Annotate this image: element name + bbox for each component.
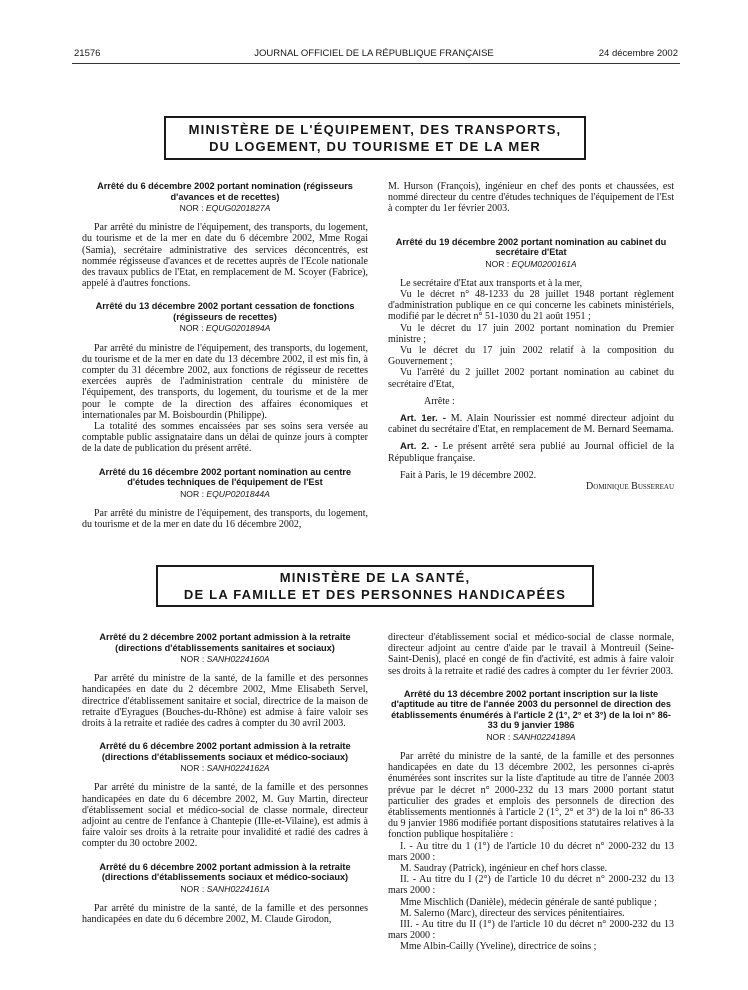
visa: Vu le décret n° 48-1233 du 28 juillet 1948 portant règlement d'administration publique en ce qui concerne les cabinets ministériels, modifié par le décret n° 51-1030 du 21 août 1951 ; (388, 289, 674, 323)
list-heading: II. - Au titre du I (2°) de l'article 10 du décret n° 2000-232 du 13 mars 2000 : (388, 874, 674, 897)
ministry-line-1: MINISTÈRE DE LA SANTÉ, (279, 570, 471, 585)
arrete-text-continued: directeur d'établissement social et médico-social de classe normale, directeur adjoint au centre d'aide par le travail à Montreuil (Seine-Saint-Denis), placé en congé de fin d'activité, est admis à faire valoir ses droits à la retraite et radié des cadres à compter du 1er février 2003. (388, 632, 674, 677)
section2-right-column (388, 632, 674, 953)
nor-reference: NOR : SANH0224160A (180, 654, 270, 664)
arrete-text-continued: M. Hurson (François), ingénieur en chef des ponts et chaussées, est nommé directeur du centre d'études techniques de l'équipement de l'Est à compter du 1er février 2003. (388, 181, 674, 215)
ministry-line-1: MINISTÈRE DE L'ÉQUIPEMENT, DES TRANSPORTS, (188, 122, 562, 137)
done-at: Fait à Paris, le 19 décembre 2002. (400, 469, 537, 481)
arrete-title: Arrêté du 19 décembre 2002 portant nomination au cabinet du secrétaire d'Etat (395, 236, 667, 258)
section1-right-column (388, 181, 674, 492)
nor-reference: NOR : EQUP0201844A (180, 488, 270, 499)
arrete-title: Arrêté du 13 décembre 2002 portant inscription sur la liste d'aptitude au titre de l'année 2003 du personnel de direction des établissements énumérés à l'article 2 (1°, 2° et 3°) de la loi n° 86-33 du 9 janvier 1986 (390, 688, 672, 731)
nor-reference: NOR : SANH0224161A (180, 883, 270, 894)
arrete-text: La totalité des sommes encaissées par ses soins sera versée au comptable public assignataire dans un délai de quinze jours à compter de la date de publication du présent arrêté. (82, 421, 368, 455)
nor-reference: NOR : EQUG0201827A (179, 203, 271, 213)
page-number: 21576 (74, 48, 101, 59)
article-1: Art. 1er. - M. Alain Nourissier est nommé directeur adjoint du cabinet du secrétaire d'Etat, en remplacement de M. Bernard Seemama. (388, 413, 674, 436)
arrete-intro: Le secrétaire d'Etat aux transports et à la mer, (400, 277, 583, 289)
arrete-title: Arrêté du 6 décembre 2002 portant admission à la retraite (directions d'établissements sociaux et médico-sociaux) (99, 861, 351, 883)
nor-reference: NOR : EQUG0201894A (179, 323, 271, 334)
arrete-title: Arrêté du 6 décembre 2002 portant nomination (régisseurs d'avances et de recettes) (97, 181, 353, 202)
article-2: Art. 2. - Le présent arrêté sera publié au Journal officiel de la République française. (388, 441, 675, 464)
list-heading: III. - Au titre du II (1°) de l'article 10 du décret n° 2000-232 du 13 mars 2000 : (388, 919, 674, 942)
nor-reference: NOR : SANH0224162A (180, 763, 270, 774)
arrete-text: Par arrêté du ministre de la santé, de la famille et des personnes handicapées en date du 2 décembre 2002, Mme Elisabeth Servel, directrice d'établissement sanitaire et social, directrice de la maison de retraite d'Eyragues (Bouches-du-Rhône) est admise à faire valoir ses droits à la retraite et radiée des cadres à compter du 30 avril 2003. (82, 673, 368, 730)
arrete-keyword: Arrête : (424, 395, 455, 407)
list-heading: I. - Au titre du 1 (1°) de l'article 10 du décret n° 2000-232 du 13 mars 2000 : (388, 840, 674, 863)
nor-reference: NOR : EQUM0200161A (485, 258, 577, 269)
arrete-text: Par arrêté du ministre de l'équipement, des transports, du logement, du tourisme et de la mer en date du 6 décembre 2002, Mme Rogai (Samia), secrétaire administrative des services déconcentrés, est nommée régisseuse d'avances et de recettes auprès de l'Ecole nationale des travaux publics de l'Etat, en remplacement de M. Scoyer (Fabrice), appelé à d'autres fonctions. (82, 222, 368, 290)
nor-reference: NOR : SANH0224189A (486, 731, 576, 742)
arrete-text: Par arrêté du ministre de la santé, de la famille et des personnes handicapées en date du 13 décembre 2002, les personnes ci-après énumérées sont inscrites sur la liste d'aptitude au titre de l'année 2003 prévue par le décret n° 2000-232 du 13 mars 2000 portant statut particulier des grades et emplois des personnels de direction des établissements mentionnés à l'article 2 (1°, 2° et 3°) de la loi n° 86-33 du 9 janvier 1986 modifiée portant dispositions statutaires relatives à la fonction publique hospitalière : (388, 751, 674, 841)
list-item: M. Salerno (Marc), directeur des services pénitentiaires. (400, 907, 625, 919)
header-rule (72, 63, 680, 64)
arrete-title: Arrêté du 2 décembre 2002 portant admission à la retraite (directions d'établissements sanitaires et sociaux) (99, 632, 351, 653)
arrete-text: Par arrêté du ministre de l'équipement, des transports, du logement, du tourisme et de la mer en date du 16 décembre 2002, (82, 507, 368, 531)
list-item: M. Saudray (Patrick), ingénieur en chef hors classe. (400, 863, 608, 875)
ministry-line-2: DE LA FAMILLE ET DES PERSONNES HANDICAPÉES (183, 587, 567, 602)
ministry-sante-box (156, 565, 594, 607)
arrete-text: Par arrêté du ministre de la santé, de la famille et des personnes handicapées en date du 6 décembre 2002, M. Claude Girodon, (82, 902, 368, 926)
arrete-title: Arrêté du 13 décembre 2002 portant cessation de fonctions (régisseurs de recettes) (95, 301, 355, 322)
visa: Vu l'arrêté du 2 juillet 2002 portant nomination au cabinet du secrétaire d'Etat, (388, 367, 674, 390)
list-item: Mme Albin-Cailly (Yveline), directrice de soins ; (400, 941, 597, 953)
issue-date: 24 décembre 2002 (598, 48, 678, 59)
journal-title: JOURNAL OFFICIEL DE LA RÉPUBLIQUE FRANÇAISE (254, 48, 494, 59)
visa: Vu le décret du 17 juin 2002 relatif à la composition du Gouvernement ; (388, 345, 674, 368)
arrete-title: Arrêté du 6 décembre 2002 portant admission à la retraite (directions d'établissements sociaux et médico-sociaux) (99, 741, 351, 762)
list-item: Mme Mischlich (Danièle), médecin générale de santé publique ; (400, 896, 657, 908)
arrete-text: Par arrêté du ministre de l'équipement, des transports, du logement, du tourisme et de la mer en date du 13 décembre 2002, il est mis fin, à compter du 31 décembre 2002, aux fonctions de régisseur de recettes exercées auprès de l'administration centrale du ministère de l'équipement, des transports, du logement, du tourisme et de la mer pour le compte de la direction des affaires économiques et internationales par M. Boisbourdin (Philippe). (82, 342, 368, 421)
ministry-equipement-box (164, 116, 586, 160)
arrete-text: Par arrêté du ministre de la santé, de la famille et des personnes handicapées en date du 6 décembre 2002, M. Guy Martin, directeur d'établissement social et médico-social de classe normale, directeur adjoint au centre de l'enfance à Chantepie (Ille-et-Vilaine), est admis à faire valoir ses droits à la retraite pour invalidité et radié des cadres à compter du 30 octobre 2002. (82, 782, 368, 850)
arrete-title: Arrêté du 16 décembre 2002 portant nomination au centre d'études techniques de l'équipement de l'Est (98, 466, 352, 488)
section1-left-column (82, 181, 368, 530)
ministry-line-2: DU LOGEMENT, DU TOURISME ET DE LA MER (209, 139, 541, 154)
visa: Vu le décret du 17 juin 2002 portant nomination du Premier ministre ; (388, 322, 674, 345)
section2-left-column (82, 632, 368, 925)
signature: Dominique Bussereau (586, 481, 674, 493)
